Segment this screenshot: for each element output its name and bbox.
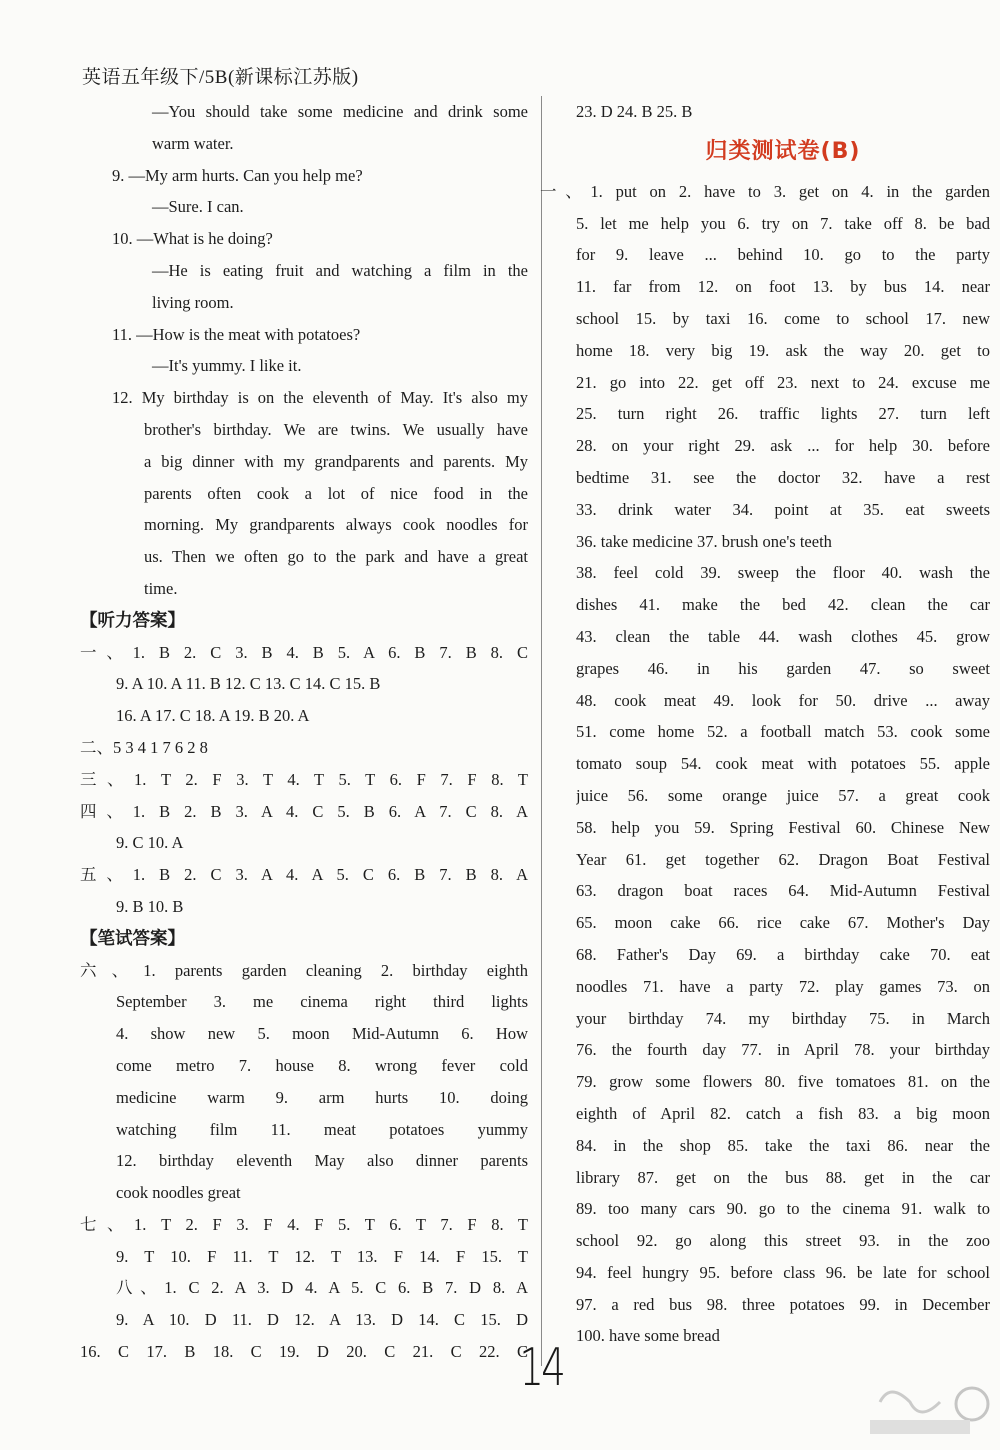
right-line: 28. on your right 29. ask ... for help 30. before xyxy=(576,436,990,456)
right-line: 97. a red bus 98. three potatoes 99. in December xyxy=(576,1294,990,1314)
left-line: —He is eating fruit and watching a film in the xyxy=(152,260,528,280)
right-line: 100. have some bread xyxy=(576,1326,720,1346)
right-line: 89. too many cars 90. go to the cinema 91. walk to xyxy=(576,1199,990,1219)
left-line: living room. xyxy=(152,292,234,312)
left-line: 11. —How is the meat with potatoes? xyxy=(112,324,361,344)
right-line: 58. help you 59. Spring Festival 60. Chinese New xyxy=(576,817,990,837)
page-number: 14 xyxy=(519,1338,563,1398)
right-line: dishes 41. make the bed 42. clean the car xyxy=(576,595,990,615)
left-line: 4. show new 5. moon Mid-Autumn 6. How xyxy=(116,1024,528,1044)
right-line: 94. feel hungry 95. before class 96. be late for school xyxy=(576,1262,990,1282)
left-line: 10. —What is he doing? xyxy=(112,229,273,249)
left-line: 9. B 10. B xyxy=(116,896,184,916)
left-line: watching film 11. meat potatoes yummy xyxy=(116,1119,528,1139)
right-top-line: 23. D 24. B 25. B xyxy=(576,102,693,121)
left-line: 9. A 10. A 11. B 12. C 13. C 14. C 15. B xyxy=(116,674,381,694)
right-line: juice 56. some orange juice 57. a great cook xyxy=(576,785,990,805)
right-line: bedtime 31. see the doctor 32. have a rest xyxy=(576,467,990,487)
right-line: 84. in the shop 85. take the taxi 86. near the xyxy=(576,1135,990,1155)
right-line: 5. let me help you 6. try on 7. take off 8. be bad xyxy=(576,213,990,233)
left-line: 七、1. T 2. F 3. F 4. F 5. T 6. T 7. F 8. T xyxy=(80,1214,528,1234)
left-line: 12. My birthday is on the eleventh of May. It's also my xyxy=(112,388,528,408)
right-line: 一、1. put on 2. have to 3. get on 4. in the garden xyxy=(540,181,990,201)
right-line: 68. Father's Day 69. a birthday cake 70. eat xyxy=(576,944,990,964)
left-line: —You should take some medicine and drink some xyxy=(152,102,528,121)
left-line: 八、1. C 2. A 3. D 4. A 5. C 6. B 7. D 8. A xyxy=(116,1278,528,1298)
left-line: 六、1. parents garden cleaning 2. birthday eighth xyxy=(80,960,528,980)
left-line: 9. T 10. F 11. T 12. T 13. F 14. F 15. T xyxy=(116,1246,528,1266)
left-line: parents often cook a lot of nice food in the xyxy=(144,483,528,503)
left-line: 12. birthday eleventh May also dinner parents xyxy=(116,1151,528,1171)
right-line: 43. clean the table 44. wash clothes 45. grow xyxy=(576,626,990,646)
column-divider xyxy=(541,96,542,1366)
right-line: 38. feel cold 39. sweep the floor 40. wash the xyxy=(576,563,990,583)
left-line: time. xyxy=(144,578,178,598)
section-title: 归类测试卷(B) xyxy=(705,138,861,164)
left-line: come metro 7. house 8. wrong fever cold xyxy=(116,1055,528,1075)
right-line: 33. drink water 34. point at 35. eat sweets xyxy=(576,499,990,519)
left-line: —It's yummy. I like it. xyxy=(152,356,302,376)
right-line: 79. grow some flowers 80. five tomatoes 81. on the xyxy=(576,1072,990,1092)
left-line: morning. My grandparents always cook noodles for xyxy=(144,515,528,535)
left-line: warm water. xyxy=(152,133,234,153)
left-line: 四、1. B 2. B 3. A 4. C 5. B 6. A 7. C 8. A xyxy=(80,801,528,821)
left-line: medicine warm 9. arm hurts 10. doing xyxy=(116,1087,528,1107)
right-line: 36. take medicine 37. brush one's teeth xyxy=(576,531,832,551)
left-line: us. Then we often go to the park and have a great xyxy=(144,547,528,567)
left-line: 9. A 10. D 11. D 12. A 13. D 14. C 15. D xyxy=(116,1310,528,1330)
left-line: 三、1. T 2. F 3. T 4. T 5. T 6. F 7. F 8. T xyxy=(80,769,528,789)
left-line: 五、1. B 2. C 3. A 4. A 5. C 6. B 7. B 8. A xyxy=(80,865,528,885)
left-line: cook noodles great xyxy=(116,1183,241,1203)
left-line: September 3. me cinema right third lights xyxy=(116,992,528,1012)
right-line: library 87. get on the bus 88. get in the car xyxy=(576,1167,990,1187)
right-line: 21. go into 22. get off 23. next to 24. excuse me xyxy=(576,372,990,392)
left-line: 16. C 17. B 18. C 19. D 20. C 21. C 22. C xyxy=(80,1342,528,1362)
right-line: home 18. very big 19. ask the way 20. get to xyxy=(576,340,990,360)
right-column xyxy=(540,96,990,1352)
left-line: 9. C 10. A xyxy=(116,833,184,853)
left-line: 【笔试答案】 xyxy=(80,927,185,948)
right-answer-lines xyxy=(540,176,990,1352)
left-line: 二、5 3 4 1 7 6 2 8 xyxy=(80,737,208,757)
right-line: eighth of April 82. catch a fish 83. a big moon xyxy=(576,1103,990,1123)
right-line: 51. come home 52. a football match 53. cook some xyxy=(576,722,990,742)
book-header: 英语五年级下/5B(新课标江苏版) xyxy=(82,67,359,88)
left-line: brother's birthday. We are twins. We usually have xyxy=(144,419,528,439)
left-line: 一、1. B 2. C 3. B 4. B 5. A 6. B 7. B 8. C xyxy=(80,642,528,662)
right-line: 65. moon cake 66. rice cake 67. Mother's Day xyxy=(576,913,990,933)
right-line: grapes 46. in his garden 47. so sweet xyxy=(576,658,990,678)
left-line: —Sure. I can. xyxy=(152,197,244,217)
right-line: noodles 71. have a party 72. play games 73. on xyxy=(576,976,990,996)
right-line: 11. far from 12. on foot 13. by bus 14. near xyxy=(576,277,990,297)
right-line: 48. cook meat 49. look for 50. drive ... away xyxy=(576,690,990,710)
right-line: school 15. by taxi 16. come to school 17. new xyxy=(576,308,990,328)
watermark-logo-icon xyxy=(860,1372,990,1442)
right-line: 25. turn right 26. traffic lights 27. turn left xyxy=(576,404,990,424)
left-line: 【听力答案】 xyxy=(80,609,185,630)
right-line: for 9. leave ... behind 10. go to the party xyxy=(576,245,990,265)
right-line: 63. dragon boat races 64. Mid-Autumn Festival xyxy=(576,881,990,901)
left-line: 16. A 17. C 18. A 19. B 20. A xyxy=(116,706,310,726)
right-line: school 92. go along this street 93. in the zoo xyxy=(576,1231,990,1251)
right-line: 76. the fourth day 77. in April 78. your birthday xyxy=(576,1040,990,1060)
right-line: Year 61. get together 62. Dragon Boat Festival xyxy=(576,849,990,869)
left-line: a big dinner with my grandparents and parents. My xyxy=(144,451,528,471)
left-column xyxy=(80,96,528,1368)
left-line: 9. —My arm hurts. Can you help me? xyxy=(112,165,363,185)
right-line: your birthday 74. my birthday 75. in March xyxy=(576,1008,990,1028)
right-line: tomato soup 54. cook meat with potatoes 55. apple xyxy=(576,754,990,774)
